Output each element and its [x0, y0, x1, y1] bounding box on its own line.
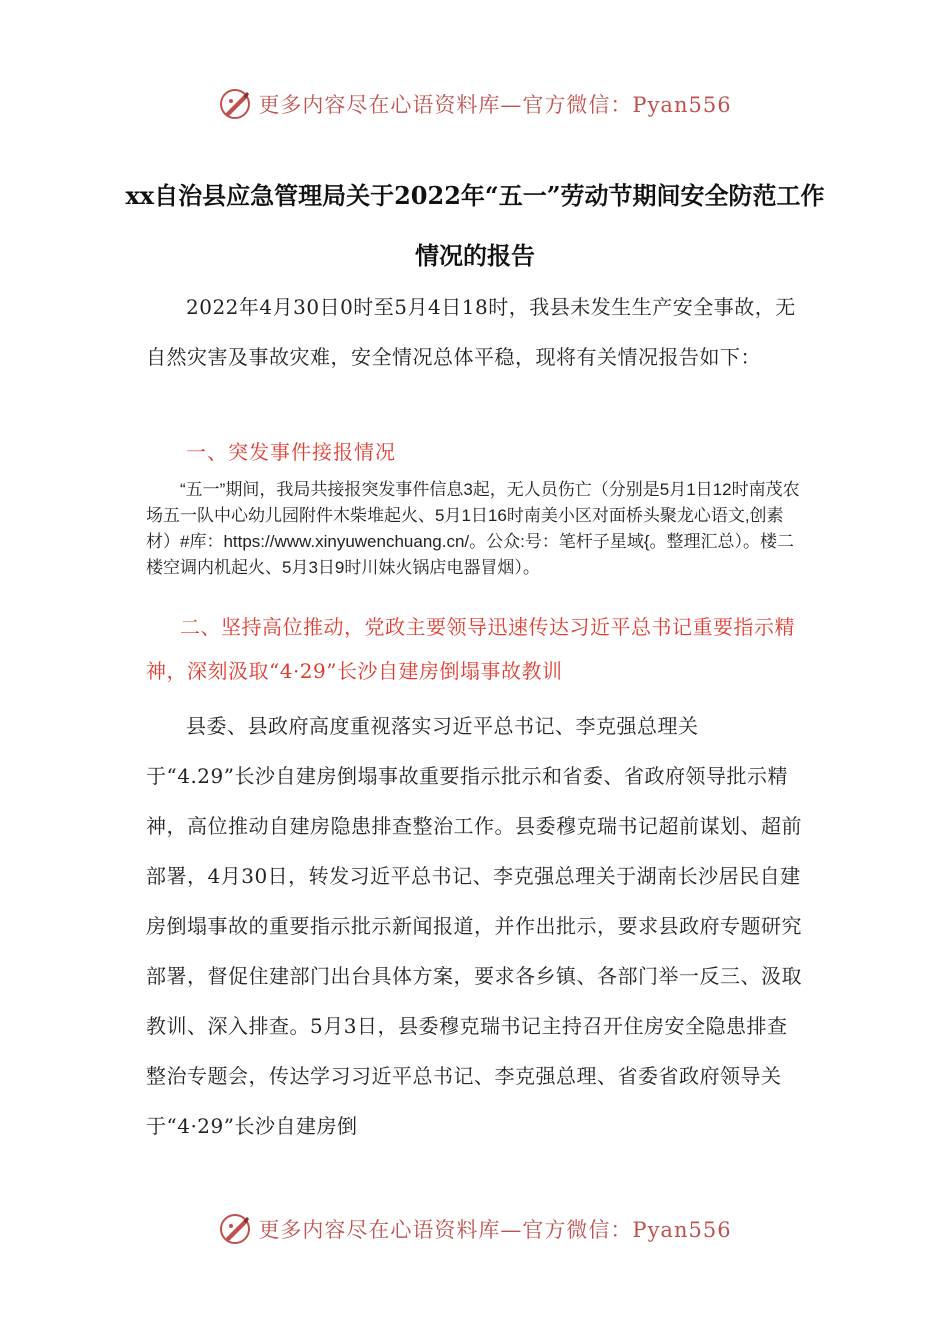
- leadership-paragraph: 县委、县政府高度重视落实习近平总书记、李克强总理关于“4.29”长沙自建房倒塌事故重要指示批示和省委、省政府领导批示精神，高位推动自建房隐患排查整治工作。县委穆克瑞书记超前谋划、超前部署，4月30日，转发习近平总书记、李克强总理关于湖南长沙居民自建房倒塌事故的重要指示批示新闻报道，并作出批示，要求县政府专题研究部署，督促住建部门出台具体方案，要求各乡镇、各部门举一反三、汲取教训、深入排查。5月3日，县委穆克瑞书记主持召开住房安全隐患排查整治专题会，传达学习习近平总书记、李克强总理、省委省政府领导关于“4·29”长沙自建房倒: [146, 714, 802, 1138]
- incident-paragraph: “五一”期间，我局共接报突发事件信息3起，无人员伤亡（分别是5月1日12时南茂农场五一队中心幼儿园附件木柴堆起火、5月1日16时南美小区对面桥头聚龙心语文,创素材）#库：https://www.xinyuwenchuang.cn/。公众:号：笔杆子星域{。整理汇总）。楼二楼空调内机起火、5月3日9时川妹火锅店电器冒烟）。: [146, 480, 800, 577]
- document-title: xx自治县应急管理局关于2022年“五一”劳动节期间安全防范工作情况的报告: [125, 181, 825, 270]
- banner-text: 更多内容尽在心语资料库—官方微信：Pyan556: [258, 93, 732, 117]
- pen-logo-icon: [218, 1212, 252, 1246]
- intro-paragraph: 2022年4月30日0时至5月4日18时，我县未发生生产安全事故，无自然灾害及事故灾难，安全情况总体平稳，现将有关情况报告如下：: [146, 295, 796, 369]
- header-banner: [0, 84, 950, 124]
- footer-banner: [0, 1209, 950, 1249]
- section-heading-1: 一、突发事件接报情况: [186, 440, 396, 464]
- pen-logo-icon: [218, 87, 252, 121]
- section-heading-2: 二、坚持高位推动，党政主要领导迅速传达习近平总书记重要指示精神，深刻汲取“4·29”长沙自建房倒塌事故教训: [146, 615, 795, 683]
- banner-text: 更多内容尽在心语资料库—官方微信：Pyan556: [258, 1218, 732, 1242]
